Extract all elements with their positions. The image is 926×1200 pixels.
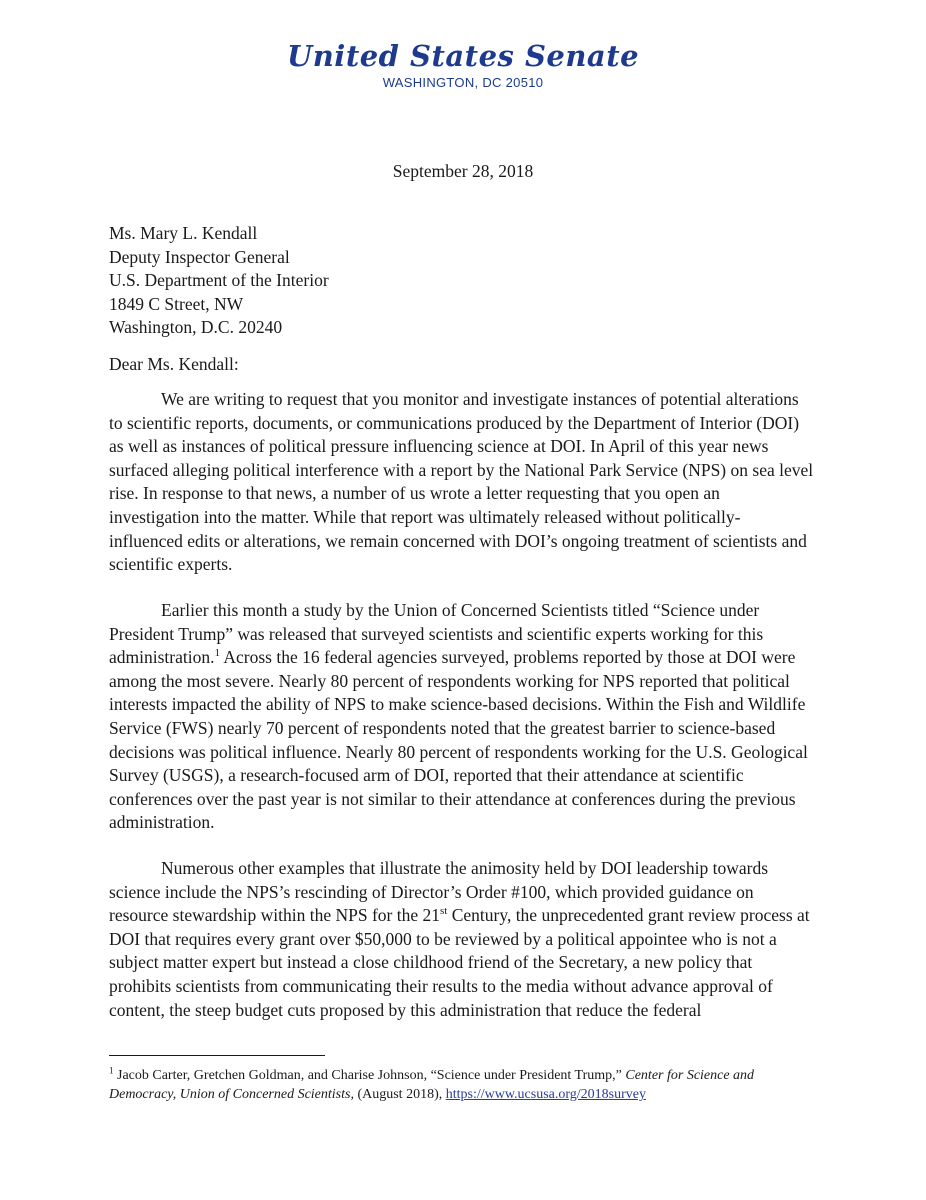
footnote	[109, 1066, 821, 1104]
paragraph-3-part-2: Century, the unprecedented grant review process at DOI that requires every grant over $50,000 to be reviewed by a political appointee who is not a subject matter expert but instead a close childhood friend of the Secretary, a new policy that prohibits scientists from communicating their results to the media without advance approval of content, the steep budget cuts proposed by this administration that reduce the federal	[109, 905, 810, 1020]
paragraph-2	[109, 599, 814, 835]
recipient-address	[109, 222, 329, 340]
paragraph-3	[109, 857, 814, 1022]
footnote-mark: 1	[109, 1065, 114, 1076]
survey-link[interactable]: https://www.ucsusa.org/2018survey	[445, 1087, 646, 1102]
senate-city: WASHINGTON, DC 20510	[382, 75, 544, 90]
recipient-name: Ms. Mary L. Kendall	[109, 223, 258, 243]
recipient-title: Deputy Inspector General	[109, 246, 290, 267]
paragraph-2-part-2: Across the 16 federal agencies surveyed, problems reported by those at DOI were among the most severe. Nearly 80 percent of respondents working for NPS reported that political interests impacted the ability of NPS to make science-based decisions. Within the Fish and Wildlife Service (FWS) nearly 70 percent of respondents noted that the greatest barrier to science-based decisions was political influence. Nearly 80 percent of respondents working for the U.S. Geological Survey (USGS), a research-focused arm of DOI, reported that their attendance at scientific conferences over the past year is not similar to their attendance at conferences during the previous administration.	[109, 647, 808, 833]
recipient-street: 1849 C Street, NW	[109, 293, 244, 314]
letter-date: September 28, 2018	[392, 161, 534, 181]
footnote-text-1: Jacob Carter, Gretchen Goldman, and Charise Johnson, “Science under President Trump,”	[113, 1068, 626, 1083]
footnote-journal: Center for Science and Democracy, Union of Concerned Scientists,	[109, 1068, 755, 1102]
paragraph-1: We are writing to request that you monitor and investigate instances of potential alterations to scientific reports, documents, or communications produced by the Department of Interior (DOI) as well as instances of political pressure influencing science at DOI. In April of this year news surfaced alleging political interference with a report by the National Park Service (NPS) on sea level rise. In response to that news, a number of us wrote a letter requesting that you open an investigation into the matter. While that report was ultimately released without politically-influenced edits or alterations, we remain concerned with DOI’s ongoing treatment of scientists and scientific experts.	[109, 389, 814, 575]
paragraph-3-part-1: Numerous other examples that illustrate the animosity held by DOI leadership towards science include the NPS’s rescinding of Director’s Order #100, which provided guidance on resource stewardship within the NPS for the 21	[109, 858, 769, 926]
recipient-department: U.S. Department of the Interior	[109, 270, 329, 291]
footnote-text-2: (August 2018),	[353, 1087, 446, 1102]
recipient-city: Washington, D.C. 20240	[109, 317, 283, 338]
senate-title: United States Senate	[286, 39, 640, 73]
ordinal-suffix: st	[439, 905, 448, 918]
salutation: Dear Ms. Kendall:	[109, 354, 239, 374]
footnote-divider	[109, 1055, 325, 1056]
footnote-reference: 1	[214, 647, 220, 660]
paragraph-2-part-1: Earlier this month a study by the Union of Concerned Scientists titled “Science under President Trump” was released that surveyed scientists and scientific experts working for this administration.	[109, 600, 764, 668]
letterhead	[0, 38, 926, 92]
